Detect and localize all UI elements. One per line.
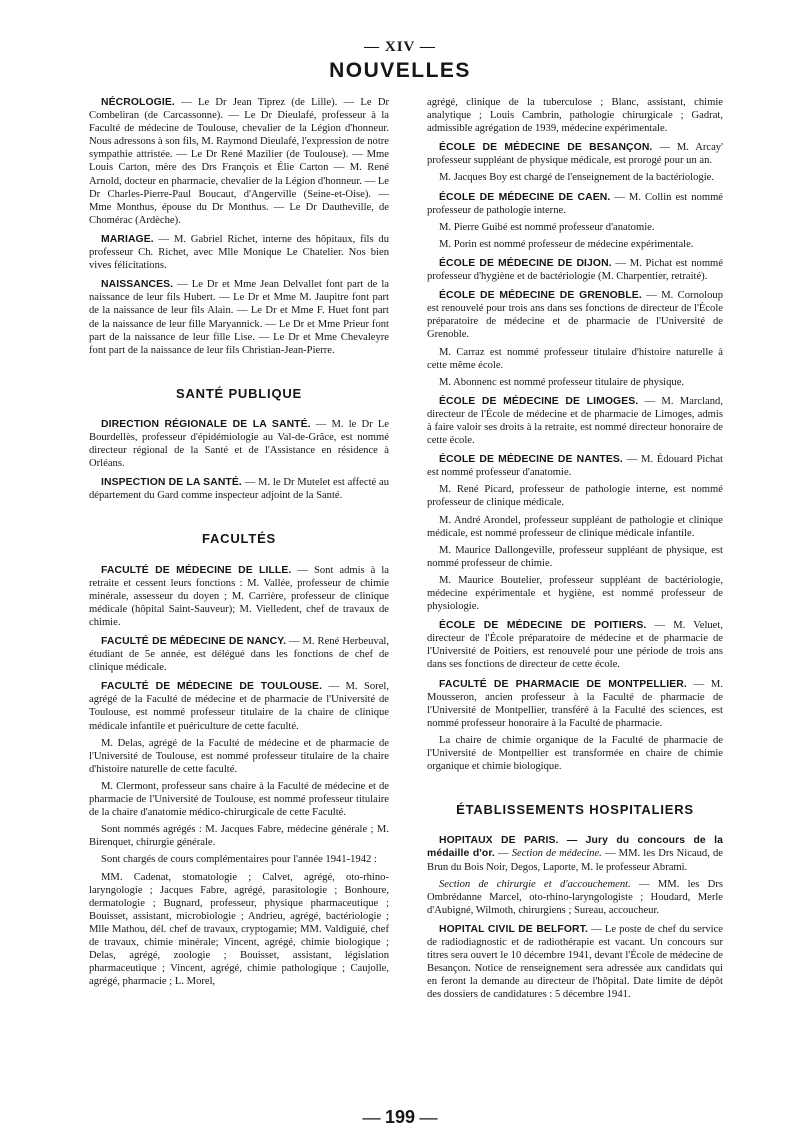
naissances-paragraph (89, 278, 389, 357)
besancon-text: — M. Arcay' professeur suppléant de physique médicale, est prorogé pour un an. (427, 142, 723, 167)
section-title-etablissements: ÉTABLISSEMENTS HOSPITALIERS (456, 802, 694, 818)
page-roman-numeral: — XIV — (364, 39, 436, 55)
montpellier-heading: FACULTÉ DE PHARMACIE DE MONTPELLIER. (439, 678, 687, 690)
caen-paragraph (427, 191, 723, 217)
grenoble-heading: ÉCOLE DE MÉDECINE DE GRENOBLE. (439, 290, 642, 302)
necrologie-text: — Le Dr Jean Tiprez (de Lille). — Le Dr Combeliran (de Carcassonne). — Le Dr Dieulafé, professeur à la Faculté de médecine de Toulouse, chevalier de la Légion d'honneur. Nous adressons à son fils, M. Raymond Dieulafé, l'expression de notre sympathie attristée. — Le Dr René Mazilier (de Toulouse). — Mme Louis Carton, mère des Drs François et Élie Carton — M. René Arnold, docteur en pharmacie, chevalier de la Légion d'honneur. — Le Dr Charles-Pierre-Paul Boucaut, d'Angerville (Seine-et-Oise). — Mme Monthus, épouse du Dr Monthus. — Le Dr Dautheville, de Chomérac (Ardèche). (89, 97, 389, 226)
toulouse-heading: FACULTÉ DE MÉDECINE DE TOULOUSE. (101, 681, 323, 693)
toulouse-text: — M. Sorel, agrégé de la Faculté de médecine et de pharmacie de l'Université de Toulouse, est nommé professeur titulaire de la chaire de clinique médicale infantile et puériculture de cette faculté. (89, 681, 389, 732)
toulouse-paragraph-6: MM. Cadenat, stomatologie ; Calvet, agrégé, oto-rhino-laryngologie ; Jacques Fabre, agrégé, parasitologie ; Bonhoure, dermatologie ; Bugnard, professeur, physique pharmaceutique ; Bouisset, assistant, microbiologie ; Andrieu, agrégé, bactériologie ; Mlle Mathou, dél. chef de travaux, cryptogamie; MM. Valdiguié, chef de travaux, chimie minérale; Vincent, agrégé, chimie biologique ; Delas, agrégé, zoologie ; Bouisset, assistant, législation pharmaceutique ; Vincent, agrégé, chimie pathologique ; Caujolle, agrégé, pharmacie ; L. Morel, (89, 871, 389, 988)
naissances-text: — Le Dr et Mme Jean Delvallet font part de la naissance de leur fils Hubert. — Le Dr et Mme M. Jaupitre font part de la naissance de leur fils Alain. — Le Dr et Mme F. Huet font part de la naissance de leur fille Maryannick. — Le Dr et Mme Prieur font part de la naissance de leur fille Lise. — Le Dr et Mme Chevaleyre font part de la naissance de leur fils Christian-Jean-Pierre. (89, 279, 389, 356)
direction-heading: DIRECTION RÉGIONALE DE LA SANTÉ. (101, 418, 311, 430)
continuation-paragraph: agrégé, clinique de la tuberculose ; Blanc, assistant, chimie analytique ; Louis Cambrin, pathologie chirurgicale ; Gadrat, admissible agrégation de 1939, médecine expérimentale. (427, 97, 723, 135)
mariage-text: — M. Gabriel Richet, interne des hôpitaux, fils du professeur Ch. Richet, avec Mlle Monique Le Chatelier. Nos bien vives félicitations. (89, 233, 389, 272)
nantes-text: — M. Édouard Pichat est nommé professeur d'anatomie. (427, 454, 723, 479)
nancy-paragraph (89, 635, 389, 674)
nantes-paragraph-3: M. André Arondel, professeur suppléant de pathologie et clinique médicale, est nommé professeur de clinique médicale infantile. (427, 514, 723, 539)
lille-heading: FACULTÉ DE MÉDECINE DE LILLE. (101, 564, 292, 576)
page-number-value: 199 (384, 1107, 416, 1127)
dijon-paragraph (427, 257, 723, 283)
dijon-heading: ÉCOLE DE MÉDECINE DE DIJON. (439, 257, 612, 269)
inspection-paragraph (89, 476, 389, 502)
montpellier-paragraph-2: La chaire de chimie organique de la Faculté de pharmacie de l'Université de Montpellier est transformée en chaire de chimie organique et chimie biologique. (427, 734, 723, 773)
direction-text: — M. le Dr Le Bourdellès, professeur d'épidémiologie au Val-de-Grâce, est nommé directeur régional de la Santé et de l'Assistance en résidence à Orléans. (89, 418, 389, 470)
caen-heading: ÉCOLE DE MÉDECINE DE CAEN. (439, 191, 611, 203)
lille-text: — Sont admis à la retraite et cessent leurs fonctions : M. Vallée, professeur de chimie minérale, assesseur du doyen ; M. Carrière, professeur de clinique médicale (hôpital Saint-Sauveur); M. Vielledent, chef de travaux de chimie. (89, 564, 389, 628)
page-title: NOUVELLES (329, 59, 471, 82)
montpellier-text: — M. Mousseron, ancien professeur à la Faculté de pharmacie de l'Université de Montpellier, transféré à la Faculté des sciences, est nommé professeur honoraire à la Faculté de pharmacie. (427, 678, 723, 729)
grenoble-paragraph (427, 289, 723, 341)
montpellier-paragraph (427, 678, 723, 730)
poitiers-text: — M. Veluet, directeur de l'École préparatoire de médecine et de pharmacie de l'Université de Poitiers, est renouvelé pour une période de trois ans dans ses fonctions de directeur de cette école. (427, 620, 723, 671)
belfort-paragraph (427, 923, 723, 1002)
inspection-heading: INSPECTION DE LA SANTÉ. (101, 477, 242, 489)
paris-section-medecine: Section de médecine. (511, 848, 602, 860)
besancon-paragraph-2: M. Jacques Boy est chargé de l'enseignement de la bactériologie. (439, 172, 714, 184)
necrologie-heading: NÉCROLOGIE. (101, 97, 175, 108)
limoges-paragraph (427, 395, 723, 447)
toulouse-paragraph (89, 680, 389, 732)
poitiers-paragraph (427, 619, 723, 671)
belfort-text: — Le poste de chef du service de radiodiagnostic et de radiothérapie est vacant. Un concours sur titres sera ouvert le 10 décembre 1941, devant l'École de médecine de Besançon. Notice de renseignement sera adressée aux candidats qui en feront la demande au directeur de l'hôpital. Date limite de dépôt des dossiers de candidatures : 5 décembre 1941. (427, 923, 723, 1001)
toulouse-paragraph-3: M. Clermont, professeur sans chaire à la Faculté de médecine et de pharmacie de l'Université de Toulouse, est nommé professeur titulaire de la chaire d'anatomie médico-chirurgicale de cette Faculté. (89, 780, 389, 819)
nancy-heading: FACULTÉ DE MÉDECINE DE NANCY. (101, 636, 287, 647)
necrologie-paragraph (89, 96, 389, 227)
nantes-paragraph-4: M. Maurice Dallongeville, professeur suppléant de physique, est nommé professeur de chimie. (427, 544, 723, 569)
paris-section-chirurgie: Section de chirurgie et d'accouchement. (439, 878, 631, 890)
besancon-paragraph (427, 141, 723, 167)
grenoble-text: — M. Cornoloup est renouvelé pour trois ans dans ses fonctions de directeur de l'École préparatoire de médecine et de pharmacie de l'Université de Grenoble. (427, 290, 723, 341)
nantes-paragraph-2: M. René Picard, professeur de pathologie interne, est nommé professeur de clinique médicale. (427, 484, 723, 509)
right-column (427, 96, 723, 1005)
page-number (0, 1107, 800, 1127)
mariage-heading: MARIAGE. (101, 233, 154, 245)
poitiers-heading: ÉCOLE DE MÉDECINE DE POITIERS. (439, 620, 647, 632)
section-title-facultes: FACULTÉS (201, 531, 277, 547)
nantes-paragraph-5: M. Maurice Boutelier, professeur suppléant de bactériologie, médecine expérimentale et hygiène, est nommé professeur de physiologie. (427, 574, 723, 613)
paris-paragraph: HOPITAUX DE PARIS. — Jury du concours de la médaille d'or. — Section de médecine. — MM. les Drs Nicaud, de Brun du Bois Noir, Degos, Laporte, M. le professeur Abrami. (427, 835, 723, 873)
limoges-heading: ÉCOLE DE MÉDECINE DE LIMOGES. (439, 395, 639, 407)
grenoble-paragraph-3: M. Abonnenc est nommé professeur titulaire de physique. (439, 376, 685, 388)
caen-paragraph-2: M. Pierre Guibé est nommé professeur d'anatomie. (439, 221, 655, 233)
nancy-text: — M. René Herbeuval, étudiant de 5e année, est délégué dans les fonctions de chef de clinique médicale. (89, 636, 389, 674)
mariage-paragraph (89, 233, 389, 272)
dijon-text: — M. Pichat est nommé professeur d'hygiène et de bactériologie (M. Charpentier, retraité). (427, 257, 723, 283)
lille-paragraph (89, 564, 389, 629)
toulouse-paragraph-4: Sont nommés agrégés : M. Jacques Fabre, médecine générale ; M. Birenquet, chirurgie générale. (89, 824, 389, 849)
inspection-text: — M. le Dr Mutelet est affecté au département du Gard comme inspecteur adjoint de la Santé. (89, 477, 389, 502)
limoges-text: — M. Marcland, directeur de l'École de médecine et de pharmacie de Limoges, admis à faire valoir ses droits à la retraite, est nommé directeur honoraire de cette école. (427, 395, 723, 447)
paris-text: — MM. les Drs Nicaud, de Brun du Bois Noir, Degos, Laporte, M. le professeur Abrami. (427, 848, 723, 873)
naissances-heading: NAISSANCES. (101, 279, 174, 291)
paris-text-2: — MM. les Drs Ombrédanne Marcel, oto-rhino-laryngologiste ; Houdard, Merle d'Aubigné, Wilmoth, chirurgiens ; Sureau, accoucheur. (427, 878, 723, 916)
page-number-dash-right: — (419, 1107, 438, 1127)
paris-paragraph-2 (427, 878, 723, 917)
grenoble-paragraph-2: M. Carraz est nommé professeur titulaire d'histoire naturelle à cette même école. (427, 346, 723, 371)
nantes-paragraph (427, 453, 723, 479)
toulouse-paragraph-2: M. Delas, agrégé de la Faculté de médecine et de pharmacie de l'Université de Toulouse, est nommé professeur titulaire de la chaire d'histoire naturelle de cette faculté. (89, 737, 389, 775)
direction-paragraph (89, 418, 389, 470)
toulouse-paragraph-5: Sont chargés de cours complémentaires pour l'année 1941-1942 : (101, 854, 377, 866)
page-number-dash-left: — (362, 1107, 381, 1127)
caen-text: — M. Collin est nommé professeur de pathologie interne. (427, 191, 724, 216)
caen-paragraph-3: M. Porin est nommé professeur de médecine expérimentale. (439, 238, 694, 250)
besancon-heading: ÉCOLE DE MÉDECINE DE BESANÇON. (439, 142, 653, 154)
belfort-heading: HOPITAL CIVIL DE BELFORT. (439, 923, 588, 935)
left-column (89, 96, 389, 992)
section-title-sante-publique: SANTÉ PUBLIQUE (175, 385, 303, 401)
nantes-heading: ÉCOLE DE MÉDECINE DE NANTES. (439, 454, 623, 466)
paris-heading: HOPITAUX DE PARIS. — Jury du concours de la médaille d'or. (427, 835, 723, 860)
